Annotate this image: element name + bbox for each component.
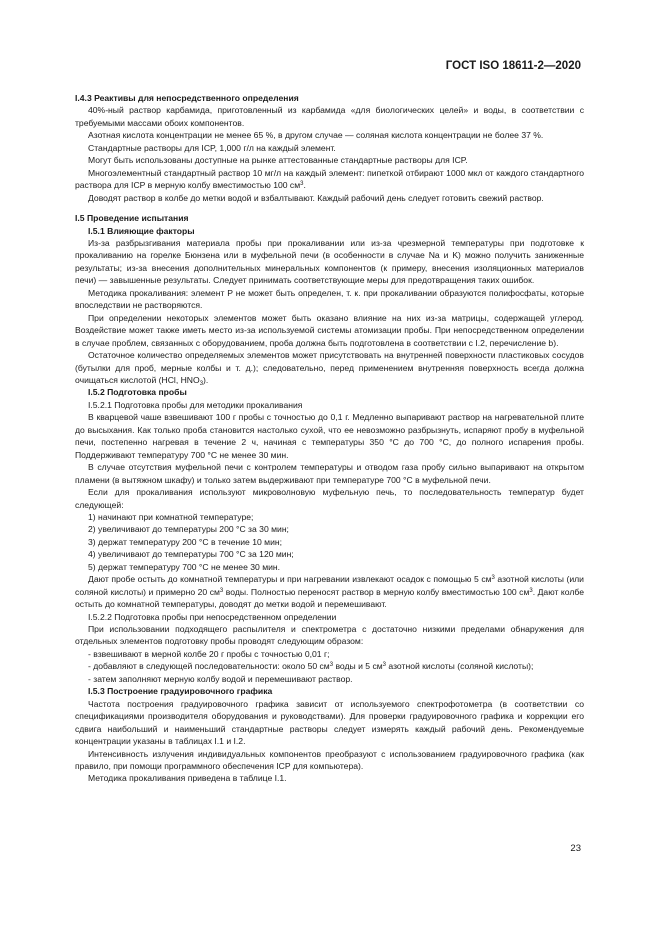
subsection-heading: I.5.2 Подготовка пробы [88,387,187,398]
paragraph: Методика прокаливания: элемент P не может быть определен, т. к. при прокаливании образуются полифосфаты, которые впоследствии не растворяются. [75,287,584,311]
paragraph: Стандартные растворы для ICP, 1,000 г/л на каждый элемент. [88,142,336,153]
paragraph: В кварцевой чаше взвешивают 100 г пробы с точностью до 0,1 г. Медленно выпаривают раствор на нагревательной плите до высыхания. Как только проба становится настолько сухой, что ее невозможно разбрызнуть, испаряют пробу в муфельной печи, постепенно нагревая в течение 2 ч, начиная с температуры 350 °C до 700 °C, до полного испарения пробы. Поддерживают температуру 700 °C не менее 30 мин. [75,412,584,460]
subsection-heading: I.5.3 Построение градуировочного графика [88,686,273,697]
list-item: 5) держат температуру 700 °C не менее 30 мин. [88,561,281,572]
section-heading: I.5 Проведение испытания [75,213,189,224]
list-item: 3) держат температуру 200 °C в течение 10 мин; [88,536,282,547]
paragraph: Азотная кислота концентрации не менее 65 %, в другом случае — соляная кислота концентрации не более 37 %. [88,130,544,141]
list-item: 1) начинают при комнатной температуре; [88,511,254,522]
list-item: 2) увеличивают до температуры 200 °C за 30 мин; [88,524,289,535]
paragraph: Из-за разбрызгивания материала пробы при прокаливании или из-за чрезмерной температуры при подготовке к прокаливанию на горелке Бюнзена или в муфельной печи (в особенности в случае Na и K) можно получить заниженные результаты; из-за внесения дополнительных минеральных компонентов (к примеру, внесения изоляционных материалов печи) — завышенные результаты. Следует принимать соответствующие меры для предотвращения таких ошибок. [75,237,584,286]
paragraph: Интенсивность излучения индивидуальных компонентов преобразуют с использованием градуировочного графика (как правило, при помощи программного обеспечения ICP для компьютера). [75,748,584,772]
paragraph: При использовании подходящего распылителя и спектрометра с достаточно низкими пределами обнаружения для отдельных элементов подготовку пробы проводят следующим образом: [75,624,584,647]
list-item: - взвешивают в мерной колбе 20 г пробы с точностью 0,01 г; [88,648,330,659]
list-item: - добавляют в следующей последовательности: около 50 $см^3$ воды и 5 $см^3$ азотной кислоты (соляной кислоты); [88,661,534,672]
paragraph: Остаточное количество определяемых элементов может присутствовать на внутренней поверхности пластиковых сосудов (бутылки для проб, мерные колбы и т. д.); следовательно, перед применением внутренняя поверхность всегда должна очищаться кислотой (HCl, $HNO_3$). [75,350,584,387]
paragraph: При определении некоторых элементов может быть оказано влияние на них из-за матрицы, содержащей углерод. Воздействие может также иметь место из-за используемой системы атомизации пробы. При непосредственном определении в случае проблем, связанных с оборудованием, проба должна быть подготовлена в соответствии с I.2, перечисление b). [75,312,584,348]
list-item: 4) увеличивают до температуры 700 °C за 120 мин; [88,549,294,560]
paragraph: Частота построения градуировочного графика зависит от используемого спектрофотометра (в соответствии со спецификациями производителя оборудования и руководствами). Для проверки градуировочного графика и коррекции его сдвига наибольший и наименьший стандартные растворы следует измерять каждый рабочий день. Рекомендуемые концентрации указаны в таблицах I.1 и I.2. [75,698,584,747]
list-item: - затем заполняют мерную колбу водой и перемешивают раствор. [88,673,353,684]
subsection-heading: I.5.1 Влияющие факторы [88,225,195,236]
section-heading: I.4.3 Реактивы для непосредственного определения [75,93,299,103]
page-number: 23 [570,843,581,854]
paragraph: Если для прокаливания используют микроволновую муфельную печь, то последовательность температур будет следующей: [75,487,584,510]
paragraph: Дают пробе остыть до комнатной температуры и при нагревании извлекают осадок с помощью 5 $см^3$ азотной кислоты (или соляной кислоты) и примерно 20 $см^3$ воды. Полностью переносят раствор в мерную колбу вместимостью 100 $см^3$. Дают колбе остыть до комнатной температуры, доводят до метки водой и перемешивают. [75,574,584,610]
paragraph: Методика прокаливания приведена в таблице I.1. [88,773,287,784]
subsubsection-heading: I.5.2.1 Подготовка пробы для методики прокаливания [88,399,303,410]
paragraph: Многоэлементный стандартный раствор 10 мг/л на каждый элемент: пипеткой отбирают 1000 мкл от каждого стандартного раствора для ICP в мерную колбу вместимостью 100 $см^3$. [75,167,584,191]
paragraph: Могут быть использованы доступные на рынке аттестованные стандартные растворы для ICP. [88,155,468,166]
document-header: ГОСТ ISO 18611-2—2020 [445,60,581,72]
paragraph: 40%-ный раствор карбамида, приготовленный из карбамида «для биологических целей» и воды, в соответствии с требуемыми массами обоих компонентов. [75,105,584,128]
paragraph: В случае отсутствия муфельной печи с контролем температуры и отводом газа пробу сильно выпаривают на открытом пламени (в вытяжном шкафу) и только затем выдерживают при температуре 700 °C в муфельной печи. [75,462,584,485]
paragraph: Доводят раствор в колбе до метки водой и взбалтывают. Каждый рабочий день следует готовить свежий раствор. [88,192,544,203]
page-content [75,92,584,785]
subsubsection-heading: I.5.2.2 Подготовка пробы при непосредственном определении [88,611,337,622]
